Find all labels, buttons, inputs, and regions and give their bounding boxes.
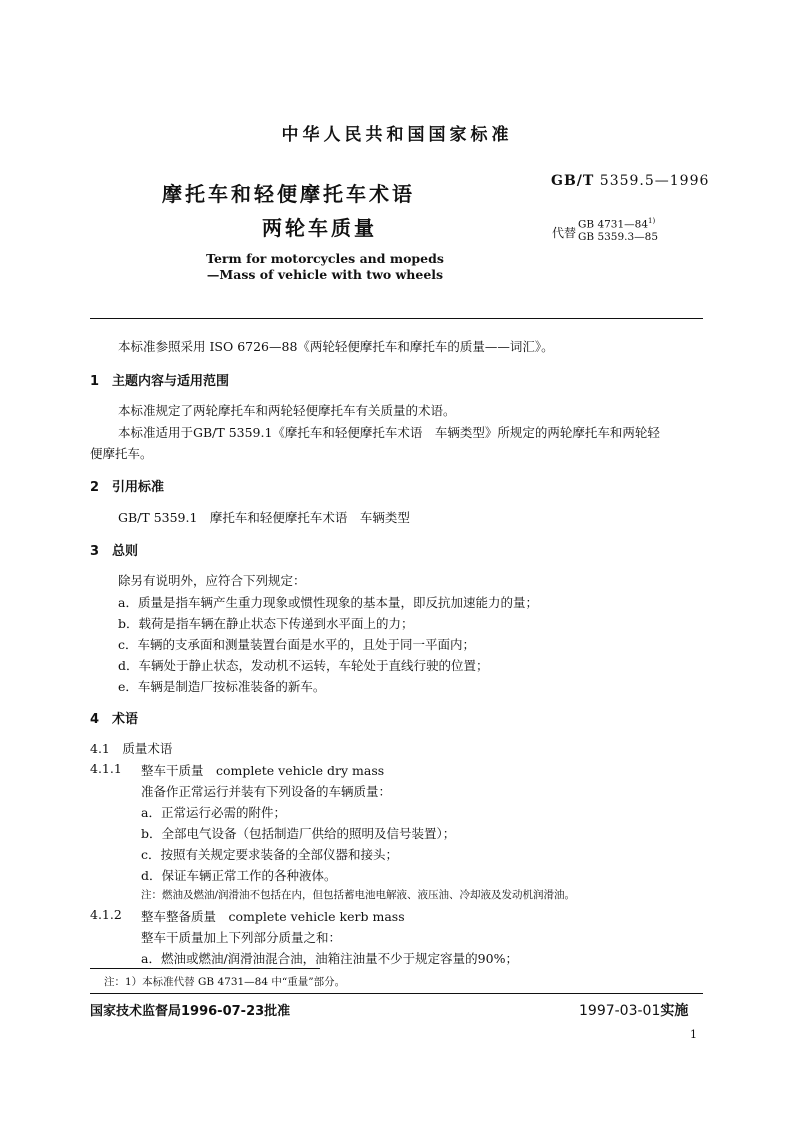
section-1-paragraph-2: 本标准适用于GB/T 5359.1《摩托车和轻便摩托车术语 车辆类型》所规定的两轮摩托车和两轮轻 (118, 425, 660, 440)
effective-statement (579, 1000, 688, 1020)
list-item: d．车辆处于静止状态，发动机不运转，车轮处于直线行驶的位置； (118, 658, 489, 673)
term-4-1-2-definition: 整车干质量加上下列部分质量之和： (141, 930, 342, 945)
header-divider (90, 318, 703, 319)
replaces-standard-1: GB 4731—84$^{1)}$ (578, 217, 656, 231)
section-2-heading: 2 引用标准 (90, 480, 165, 495)
footnote: 注：1）本标准代替 GB 4731—84 中“重量”部分。 (104, 976, 346, 988)
standard-number (551, 173, 709, 189)
section-1-paragraph-2-cont: 便摩托车。 (90, 446, 153, 461)
standard-code: 5359.5—1996 (599, 173, 710, 189)
list-item: d．保证车辆正常工作的各种液体。 (141, 868, 337, 883)
replaces-standard-2: GB 5359.3—85 (578, 231, 659, 243)
term-4-1-1-number: 4.1.1 (90, 761, 122, 776)
list-item: a．正常运行必需的附件； (141, 805, 286, 820)
replaces-footnote-mark: 1) (648, 217, 656, 225)
term-4-1-1-note: 注：燃油及燃油/润滑油不包括在内，但包括蓄电池电解液、液压油、冷却液及发动机润滑油。 (141, 889, 576, 901)
effective-label: 实施 (660, 1003, 689, 1019)
section-4-heading: 4 术语 (90, 712, 139, 727)
term-4-1-2-title: 整车整备质量 complete vehicle kerb mass (141, 909, 405, 924)
list-item: b．载荷是指车辆在静止状态下传递到水平面上的力； (118, 616, 414, 631)
english-title-line2: —Mass of vehicle with two wheels (206, 267, 444, 282)
document-title-line1: 摩托车和轻便摩托车术语 (162, 182, 415, 206)
section-1-paragraph-1: 本标准规定了两轮摩托车和两轮轻便摩托车有关质量的术语。 (118, 403, 456, 418)
intro-paragraph: 本标准参照采用 ISO 6726—88《两轮轻便摩托车和摩托车的质量——词汇》。 (118, 339, 554, 354)
term-4-1-1-title: 整车干质量 complete vehicle dry mass (141, 763, 385, 778)
country-standard-title: 中华人民共和国国家标准 (281, 125, 513, 145)
list-item: c．车辆的支承面和测量装置台面是水平的，且处于同一平面内； (118, 637, 476, 652)
list-item: a．燃油或燃油/润滑油混合油，油箱注油量不少于规定容量的90%； (141, 951, 518, 966)
list-item: e．车辆是制造厂按标准装备的新车。 (118, 679, 326, 694)
section-1-heading: 1 主题内容与适用范围 (90, 374, 230, 389)
list-item: a．质量是指车辆产生重力现象或惯性现象的基本量，即反抗加速能力的量； (118, 595, 538, 610)
footer-divider (90, 993, 703, 994)
approval-statement: 国家技术监督局1996-07-23批准 (90, 1004, 291, 1019)
list-item: c．按照有关规定要求装备的全部仪器和接头； (141, 847, 399, 862)
footnote-divider (90, 968, 320, 969)
section-3-heading: 3 总则 (90, 544, 139, 559)
page-number: 1 (690, 1028, 697, 1041)
standard-prefix: GB/T (551, 173, 595, 189)
replaces-label: 代替 (552, 226, 577, 240)
normative-reference: GB/T 5359.1 摩托车和轻便摩托车术语 车辆类型 (118, 510, 410, 525)
document-title-line2: 两轮车质量 (262, 216, 377, 240)
term-4-1-1-definition: 准备作正常运行并装有下列设备的车辆质量： (141, 784, 392, 799)
english-title-line1: Term for motorcycles and mopeds (206, 251, 444, 266)
term-4-1-2-number: 4.1.2 (90, 907, 122, 922)
effective-date: 1997-03-01 (579, 1003, 661, 1019)
section-3-intro: 除另有说明外，应符合下列规定： (118, 573, 306, 588)
list-item: b．全部电气设备（包括制造厂供给的照明及信号装置）； (141, 826, 456, 841)
section-4-1-heading: 4.1 质量术语 (90, 741, 173, 756)
